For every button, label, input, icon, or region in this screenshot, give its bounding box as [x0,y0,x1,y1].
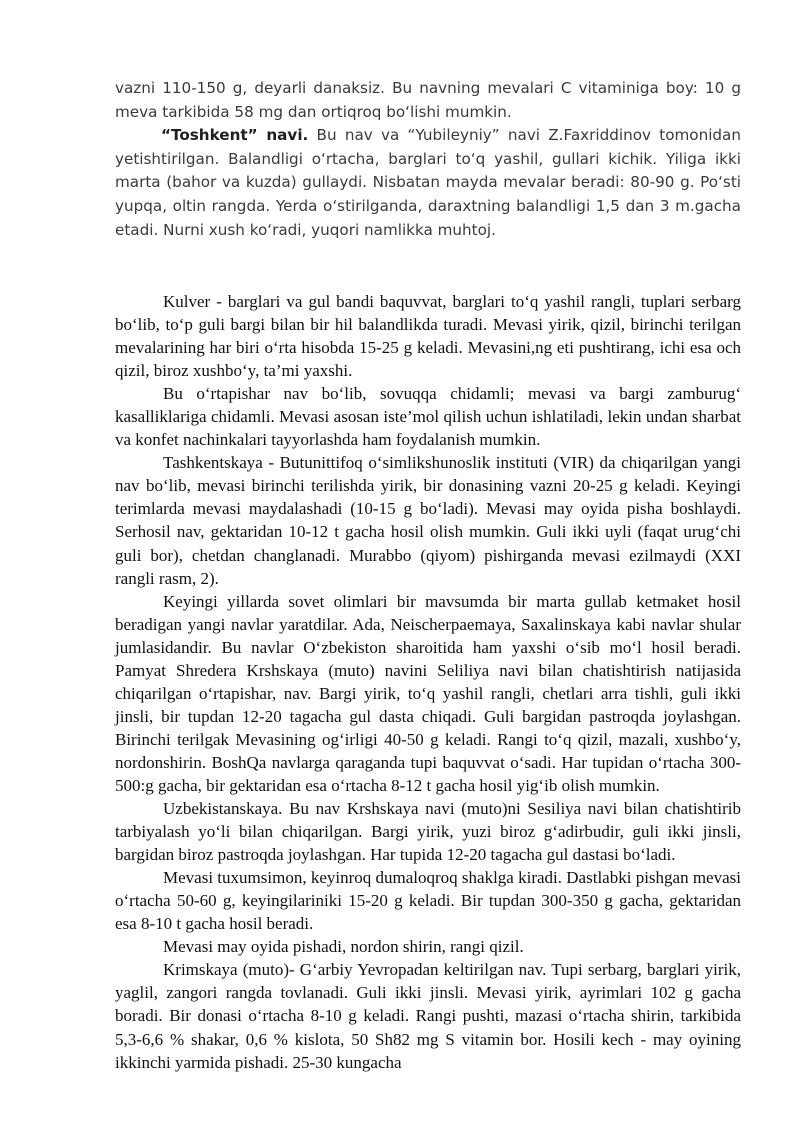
paragraph-yangi-navlar: Keyingi yillarda sovet olimlari bir mavsumda bir marta gullab ketmaket hosil beradigan yangi navlar yaratdilar. Ada, Neischerpaemaya, Saxalinskaya kabi navlar shular jumlasidandir. Bu navlar O‘zbekiston sharoitida ham yaxshi o‘sib mo‘l hosil beradi. Pamyat Shredera Krshskaya (muto) navini Seliliya navi bilan chatishtirish natijasida chiqarilgan o‘rtapishar, nav. Bargi yirik, to‘q yashil rangli, chetlari arra tishli, guli ikki jinsli, bir tupdan 12-20 tagacha gul dasta chiqadi. Guli bargidan pastroqda joylashgan. Birinchi terilgak Mevasining og‘irligi 40-50 g keladi. Rangi to‘q qizil, mazali, xushbo‘y, nordonshirin. BoshQa navlarga qaraganda tupi baquvvat o‘sadi. Har tupidan o‘rtacha 300-500:g gacha, bir gektaridan esa o‘rtacha 8-12 t gacha hosil yig‘ib olish mumkin. [115,591,741,795]
toshkent-paragraph [115,124,741,242]
paragraph-mevasi-tuxumsimon: Mevasi tuxumsimon, keyinroq dumaloqroq shaklga kiradi. Dastlabki pishgan mevasi o‘rtacha 50-60 g, keyingilariniki 15-20 g keladi. Bir tupdan 300-350 g gacha, gektaridan esa 8-10 t gacha hosil beradi. [115,868,741,934]
serif-section [115,290,741,1074]
toshkent-text: Bu nav va “Yubileyniy” navi Z.Faxriddinov tomonidan yetishtirilgan. Balandligi o‘rtacha, barglari to‘q yashil, gullari kichik. Yiliga ikki marta (bahor va kuzda) gullaydi. Nisbatan mayda mevalar beradi: 80-90 g. Po‘sti yupqa, oltin rangda. Yerda o‘stirilganda, daraxtning balandligi 1,5 dan 3 m.gacha etadi. Nurni xush ko‘radi, yuqori namlikka muhtoj. [115,126,741,239]
toshkent-heading: “Toshkent” navi. [161,126,309,145]
sans-section [115,77,741,242]
paragraph-uzbekistanskaya: Uzbekistanskaya. Bu nav Krshskaya navi (muto)ni Sesiliya navi bilan chatishtirib tarbiyalash yo‘li bilan chiqarilgan. Bargi yirik, yuzi biroz g‘adirbudir, guli ikki jinsli, bargidan biroz pastroqda joylashgan. Har tupida 12-20 tagacha gul dastasi bo‘ladi. [115,799,741,865]
paragraph-kulver: Kulver - barglari va gul bandi baquvvat, barglari to‘q yashil rangli, tuplari serbarg bo‘lib, to‘p guli bargi bilan bir hil balandlikda turadi. Mevasi yirik, qizil, birinchi terilgan mevalarining har biri o‘rta hisobda 15-25 g keladi. Mevasini,ng eti pushtirang, ichi esa och qizil, biroz xushbo‘y, ta’mi yaxshi. [115,292,741,381]
intro-paragraph: vazni 110-150 g, deyarli danaksiz. Bu navning mevalari C vitaminiga boy: 10 g meva tarkibida 58 mg dan ortiqroq bo‘lishi mumkin. [115,79,741,121]
paragraph-mevasi-may: Mevasi may oyida pishadi, nordon shirin, rangi qizil. [163,937,524,957]
paragraph-tashkentskaya: Tashkentskaya - Butunittifoq o‘simlikshunoslik instituti (VIR) da chiqarilgan yangi nav bo‘lib, mevasi birinchi terilishda yirik, bir donasining vazni 20-25 g keladi. Keyingi terimlarda mevasi maydalashadi (10-15 g bo‘ladi). Mevasi may oyida pisha boshlaydi. Serhosil nav, gektaridan 10-12 t gacha hosil olish mumkin. Guli ikki uyli (faqat urug‘chi guli bor), chetdan changlanadi. Murabbo (qiyom) pishirganda mevasi ezilmaydi (XXI rangli rasm, 2). [115,453,741,588]
paragraph-krimskaya: Krimskaya (muto)- G‘arbiy Yevropadan keltirilgan nav. Tupi serbarg, barglari yirik, yaglil, zangori rangda tovlanadi. Guli ikki jinsli. Mevasi yirik, ayrimlari 102 g gacha boradi. Bir donasi o‘rtacha 8-10 g keladi. Rangi pushti, mazasi o‘rtacha shirin, tarkibida 5,3-6,6 % shakar, 0,6 % kislota, 50 Sh82 mg S vitamin bor. Hosili kech - may oyining ikkinchi yarmida pishadi. 25-30 kungacha [115,960,741,1072]
paragraph-ortapishar: Bu o‘rtapishar nav bo‘lib, sovuqqa chidamli; mevasi va bargi zamburug‘ kasalliklariga chidamli. Mevasi asosan iste’mol qilish uchun ishlatiladi, lekin undan sharbat va konfet nachinkalari tayyorlashda ham foydalanish mumkin. [115,384,741,450]
